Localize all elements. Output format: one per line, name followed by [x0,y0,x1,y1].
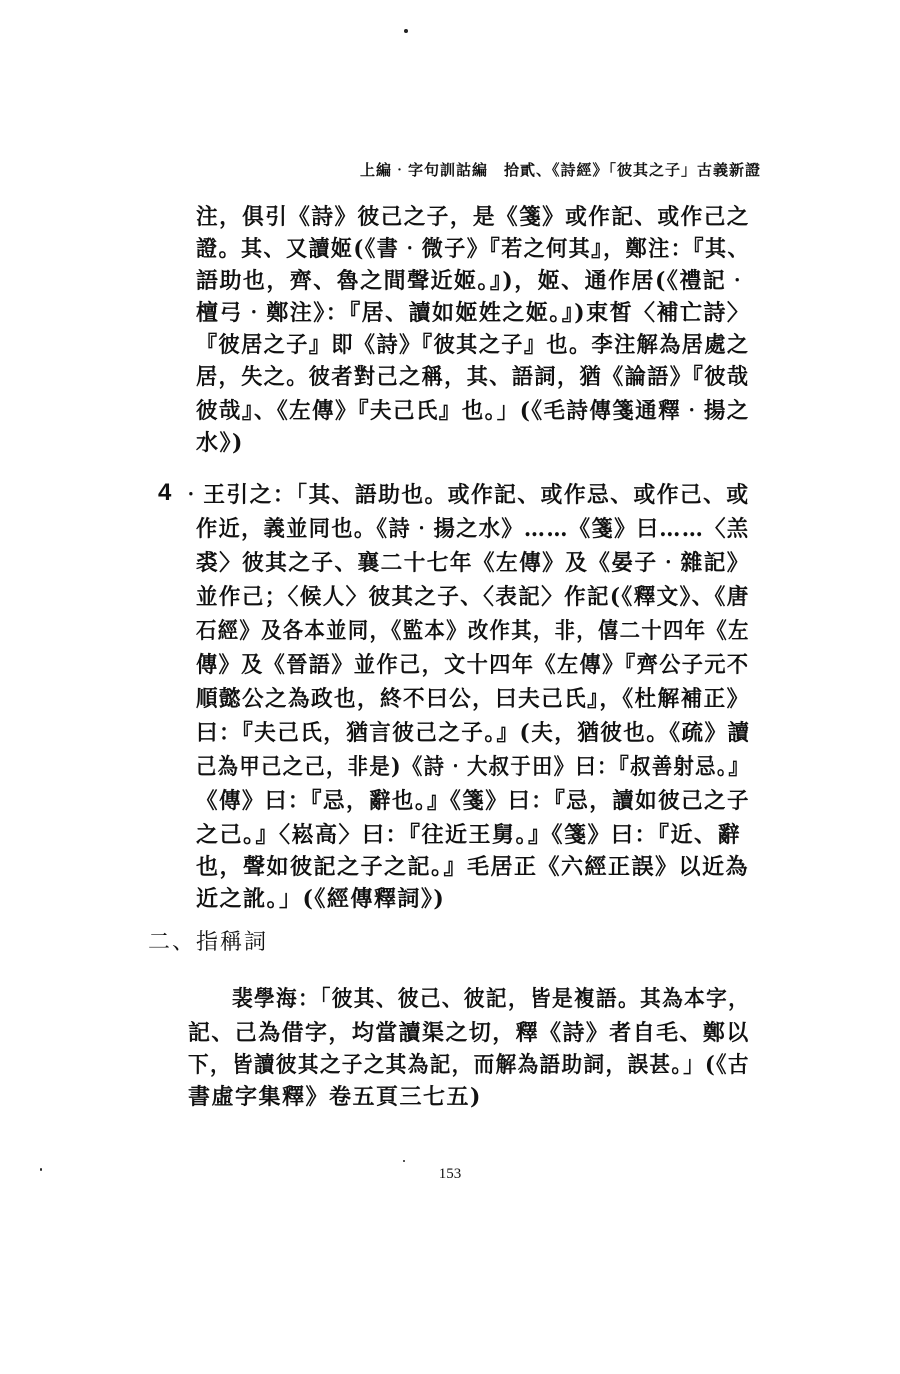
text-line: 注，俱引《詩》彼己之子，是《箋》或作記、或作己之 [196,204,750,230]
running-header: 上編‧字句訓詁編 拾貳、《詩經》「彼其之子」古義新證 [360,161,762,179]
text-line: 居，失之。彼者對己之稱，其、語詞，猶《論語》『彼哉 [196,364,750,390]
text-line: 下，皆讀彼其之子之其為記，而解為語助詞，誤甚。」(《古 [188,1052,750,1078]
text-line: 檀弓‧鄭注》：『居、讀如姬姓之姬。』)束皙〈補亡詩〉 [196,300,751,326]
text-line: 之己。』〈崧高〉曰：『往近王舅。』《箋》曰：『近、辭 [196,822,742,848]
scan-speck [404,29,408,33]
section-heading: 二、指稱詞 [148,930,269,955]
scan-speck [403,1160,405,1162]
text-line: 書虛字集釋》卷五頁三七五) [188,1084,482,1110]
text-line: ‧王引之：「其、語助也。或作記、或作忌、或作己、或 [180,482,750,508]
scan-speck [40,1168,42,1171]
text-line: 『彼居之子』即《詩》『彼其之子』也。李注解為居處之 [196,332,750,358]
text-line: 己為甲己之己，非是)《詩‧大叔于田》曰：『叔善射忌。』 [196,754,751,780]
text-line: 曰：『夫己氏，猶言彼己之子。』(夫，猶彼也。《疏》讀 [196,720,751,746]
text-line: 水》) [196,430,244,456]
text-line: 裘〉彼其之子、襄二十七年《左傳》及《晏子‧雜記》 [196,550,750,576]
page-number: 153 [438,1166,462,1182]
text-line: 也，聲如彼記之子之記。』毛居正《六經正誤》以近為 [196,854,750,880]
text-line: 記、己為借字，均當讀渠之切，釋《詩》者自毛、鄭以 [188,1020,750,1046]
text-line: 作近，義並同也。《詩‧揚之水》……《箋》曰……〈羔 [196,516,750,542]
text-line: 傳》及《晉語》並作己，文十四年《左傳》『齊公子元不 [196,652,750,678]
text-line: 近之訛。」(《經傳釋詞》) [196,886,446,912]
text-line: 證。其、又讀姬(《書‧微子》『若之何其』，鄭注：『其、 [196,236,751,262]
text-line: 石經》及各本並同，《監本》改作其，非，僖二十四年《左 [196,618,750,644]
text-line: 彼哉』、《左傳》『夫己氏』也。」(《毛詩傳箋通釋‧揚之 [196,398,750,424]
item-number: 4 [158,479,172,506]
text-line: 《傳》曰：『忌，辭也。』《箋》曰：『忌，讀如彼己之子 [196,788,750,814]
text-line: 並作己；〈候人〉彼其之子、〈表記〉作記(《釋文》、《唐 [196,584,750,610]
text-line: 裴學海：「彼其、彼己、彼記，皆是複語。其為本字， [232,986,751,1012]
text-line: 語助也，齊、魯之間聲近姬。』)，姬、通作居(《禮記‧ [196,268,750,294]
text-line: 順懿公之為政也，終不曰公，曰夫己氏』，《杜解補正》 [196,686,750,712]
